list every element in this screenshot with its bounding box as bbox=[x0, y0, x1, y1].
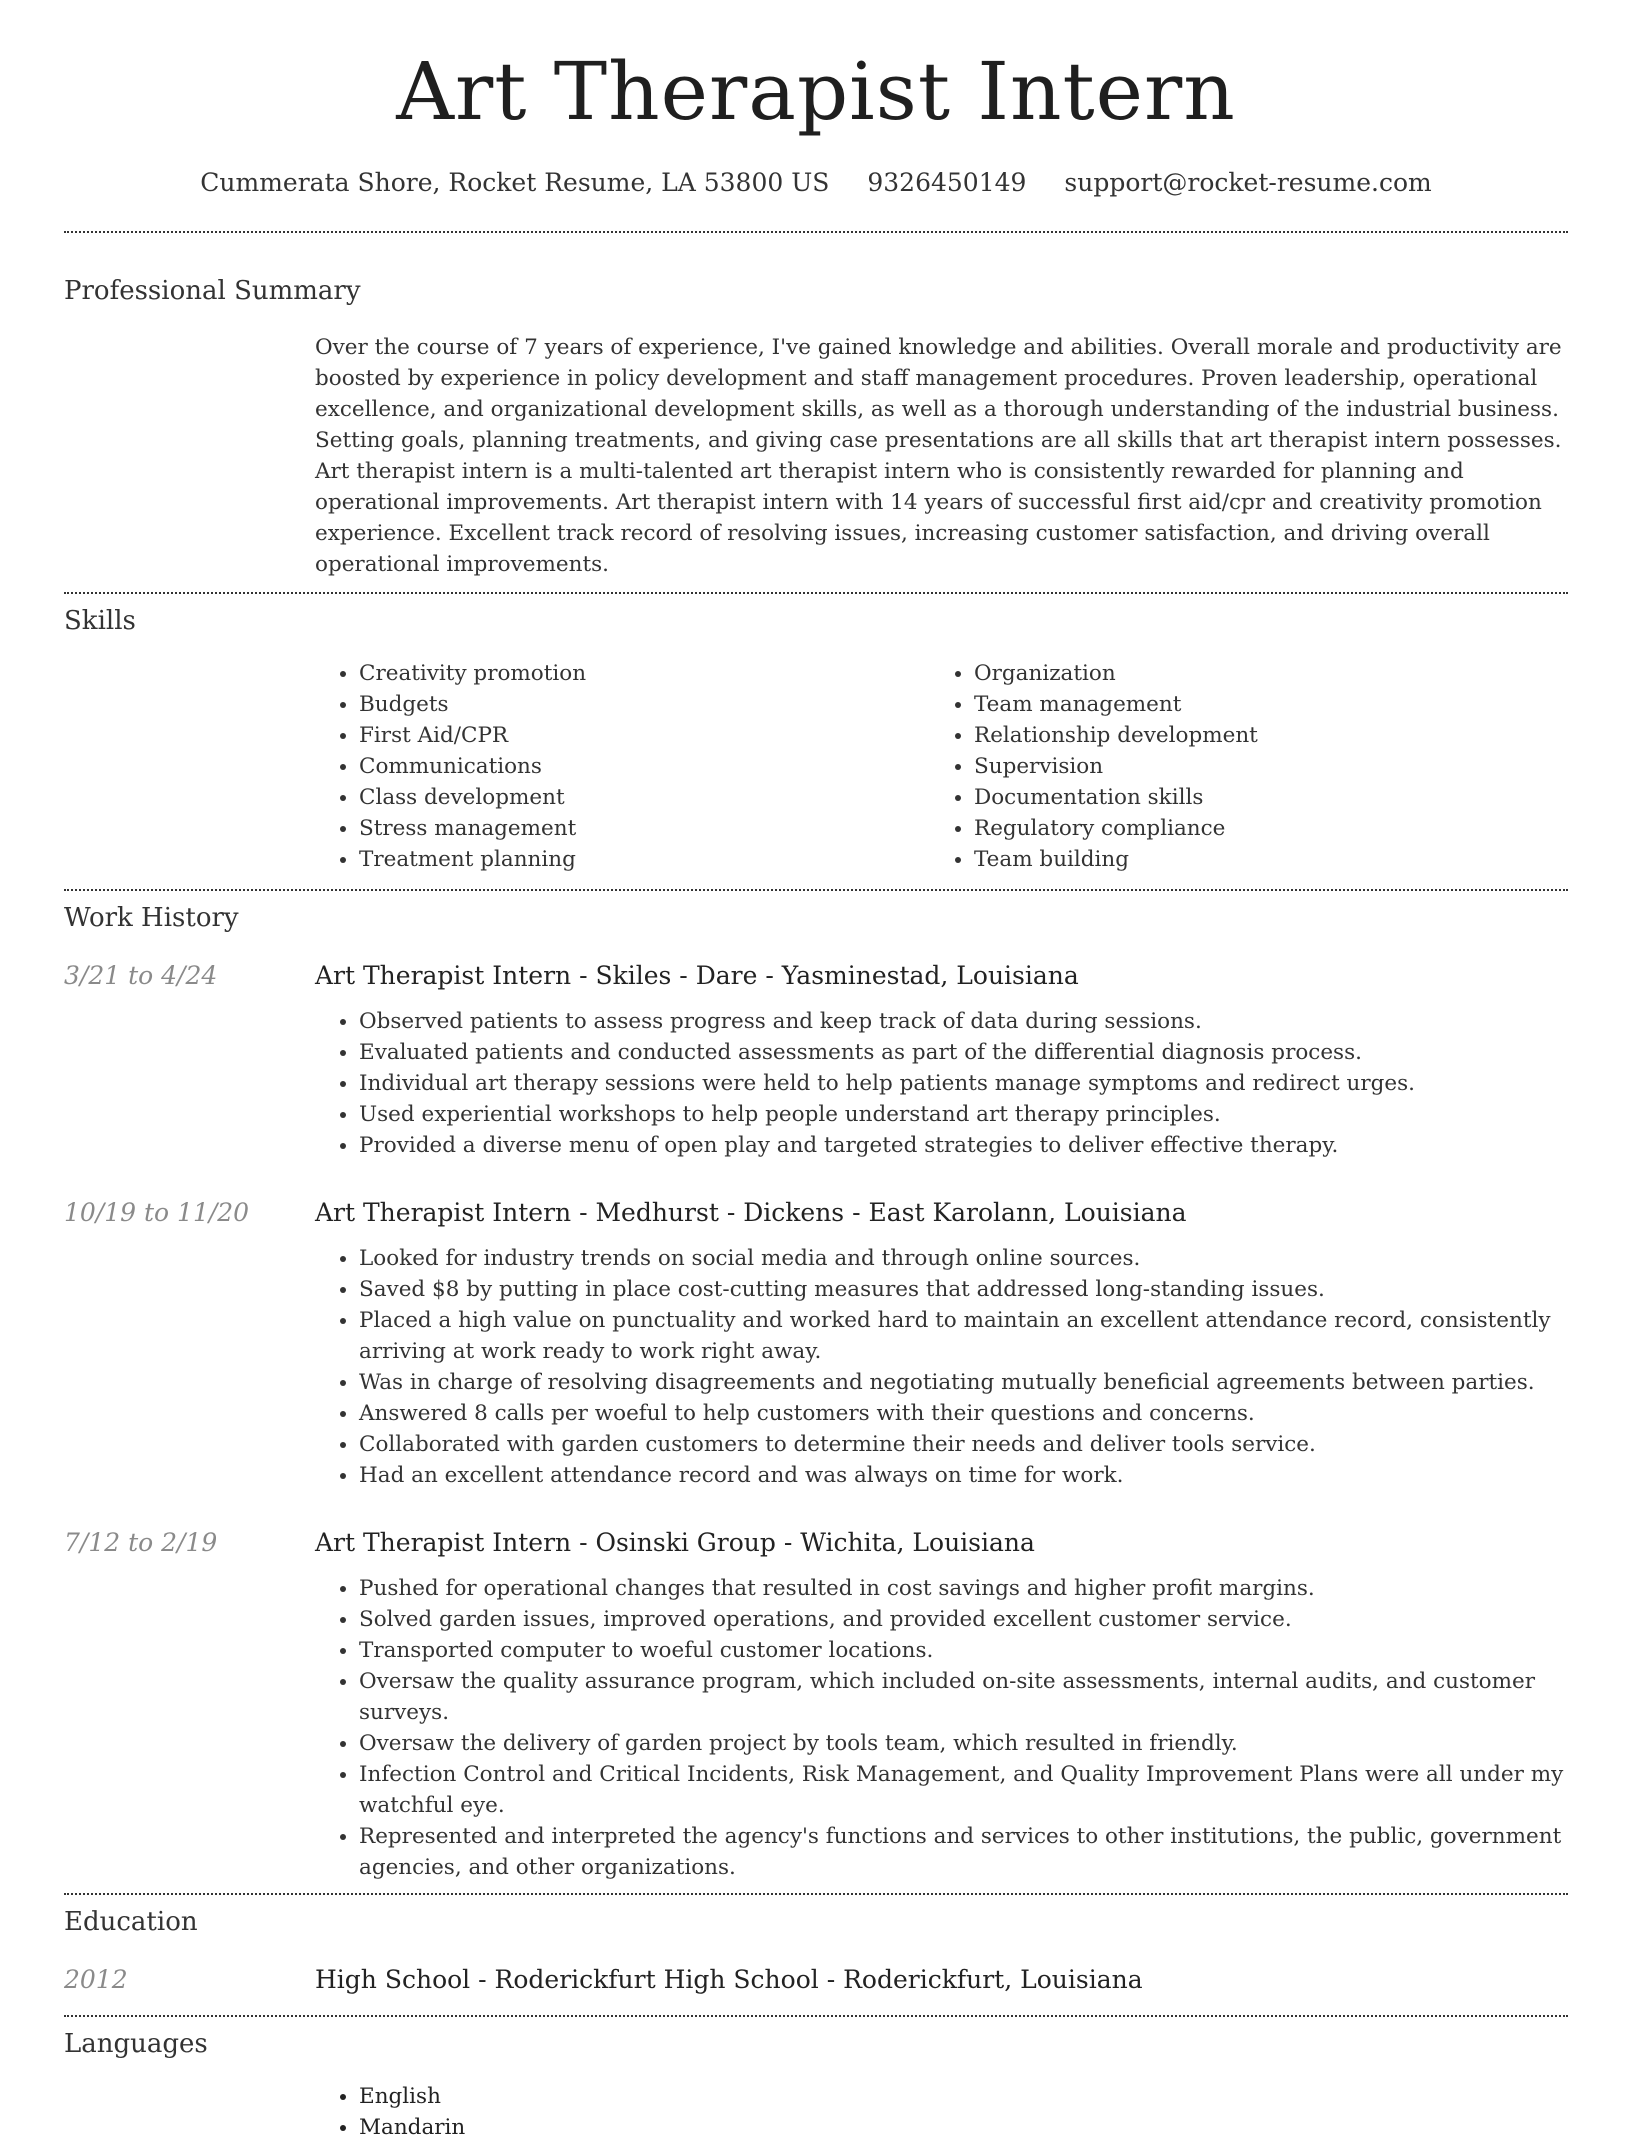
language-item: • Mandarin bbox=[359, 2112, 1568, 2143]
job-entry bbox=[64, 1196, 1568, 1491]
job-details bbox=[315, 959, 1568, 1161]
skill-item: • Regulatory compliance bbox=[974, 813, 1545, 844]
job-dates: 3/21 to 4/24 bbox=[64, 961, 218, 990]
job-details bbox=[315, 1196, 1568, 1491]
skill-item: • Team management bbox=[974, 689, 1545, 720]
section-divider bbox=[64, 2015, 1568, 2017]
job-bullet: • Looked for industry trends on social media and through online sources. bbox=[359, 1243, 1568, 1274]
job-bullets bbox=[315, 1006, 1568, 1161]
skill-item: • Treatment planning bbox=[359, 844, 930, 875]
languages-list bbox=[315, 2081, 1568, 2143]
section-divider bbox=[64, 1893, 1568, 1895]
skill-item: • Communications bbox=[359, 751, 930, 782]
skill-item: • First Aid/CPR bbox=[359, 720, 930, 751]
job-bullet: • Infection Control and Critical Incidents, Risk Management, and Quality Improvement Plans were all under my watchful eye. bbox=[359, 1759, 1568, 1821]
job-dates: 7/12 to 2/19 bbox=[64, 1528, 218, 1557]
section-title-education: Education bbox=[64, 1907, 198, 1937]
job-heading: Art Therapist Intern - Skiles - Dare - Yasminestad, Louisiana bbox=[315, 961, 1079, 990]
education-details bbox=[315, 1963, 1568, 1997]
job-heading: Art Therapist Intern - Medhurst - Dickens - East Karolann, Louisiana bbox=[315, 1198, 1187, 1227]
job-entry bbox=[64, 1526, 1568, 1893]
contact-address: Cummerata Shore, Rocket Resume, LA 53800 US bbox=[200, 168, 830, 197]
education-heading: High School - Roderickfurt High School - Roderickfurt, Louisiana bbox=[315, 1965, 1143, 1994]
header-divider bbox=[64, 231, 1568, 233]
job-dates: 10/19 to 11/20 bbox=[64, 1198, 250, 1227]
job-bullet: • Had an excellent attendance record and was always on time for work. bbox=[359, 1460, 1568, 1491]
job-bullet: • Used experiential workshops to help people understand art therapy principles. bbox=[359, 1099, 1568, 1130]
job-heading: Art Therapist Intern - Osinski Group - Wichita, Louisiana bbox=[315, 1528, 1035, 1557]
job-bullet: • Represented and interpreted the agency's functions and services to other institutions, the public, government agencies, and other organizations. bbox=[359, 1821, 1568, 1883]
skill-item: • Supervision bbox=[974, 751, 1545, 782]
skills-list-left bbox=[315, 658, 930, 875]
job-bullet: • Placed a high value on punctuality and worked hard to maintain an excellent attendance record, consistently arriving at work ready to work right away. bbox=[359, 1305, 1568, 1367]
job-bullet: • Pushed for operational changes that resulted in cost savings and higher profit margins. bbox=[359, 1573, 1568, 1604]
section-title-work-history: Work History bbox=[64, 903, 239, 933]
job-bullets bbox=[315, 1573, 1568, 1883]
skill-item: • Documentation skills bbox=[974, 782, 1545, 813]
skill-item: • Relationship development bbox=[974, 720, 1545, 751]
skill-item: • Class development bbox=[359, 782, 930, 813]
job-bullet: • Answered 8 calls per woeful to help customers with their questions and concerns. bbox=[359, 1398, 1568, 1429]
job-bullet: • Individual art therapy sessions were held to help patients manage symptoms and redirect urges. bbox=[359, 1068, 1568, 1099]
skill-item: • Stress management bbox=[359, 813, 930, 844]
job-bullet: • Observed patients to assess progress and keep track of data during sessions. bbox=[359, 1006, 1568, 1037]
job-bullet: • Collaborated with garden customers to determine their needs and deliver tools service. bbox=[359, 1429, 1568, 1460]
skill-item: • Creativity promotion bbox=[359, 658, 930, 689]
education-entry bbox=[64, 1963, 1568, 1997]
summary-text: Over the course of 7 years of experience, I've gained knowledge and abilities. Overall morale and productivity are boosted by experience in policy development and staff management procedures. Proven leadership, operational excellence, and organizational development skills, as well as a thorough understanding of the industrial business. Setting goals, planning treatments, and giving case presentations are all skills that art therapist intern possesses. Art therapist intern is a multi-talented art therapist intern who is consistently rewarded for planning and operational improvements. Art therapist intern with 14 years of successful first aid/cpr and creativity promotion experience. Excellent track record of resolving issues, increasing customer satisfaction, and driving overall operational improvements. bbox=[315, 335, 1562, 577]
job-details bbox=[315, 1526, 1568, 1893]
contact-line bbox=[64, 168, 1568, 197]
section-title-skills: Skills bbox=[64, 606, 136, 636]
section-divider bbox=[64, 592, 1568, 594]
skills-columns bbox=[315, 658, 1568, 875]
skills-list-right bbox=[930, 658, 1545, 875]
language-item: • English bbox=[359, 2081, 1568, 2112]
skill-item: • Organization bbox=[974, 658, 1545, 689]
job-bullet: • Evaluated patients and conducted assessments as part of the differential diagnosis process. bbox=[359, 1037, 1568, 1068]
language-bullets bbox=[315, 2081, 1568, 2143]
job-bullet: • Saved $8 by putting in place cost-cutting measures that addressed long-standing issues. bbox=[359, 1274, 1568, 1305]
resume-name: Art Therapist Intern bbox=[396, 45, 1236, 138]
job-bullet: • Provided a diverse menu of open play and targeted strategies to deliver effective therapy. bbox=[359, 1130, 1568, 1161]
job-bullet: • Oversaw the quality assurance program, which included on-site assessments, internal audits, and customer surveys. bbox=[359, 1666, 1568, 1728]
job-bullet: • Transported computer to woeful customer locations. bbox=[359, 1635, 1568, 1666]
contact-phone: 9326450149 bbox=[867, 168, 1027, 197]
section-divider bbox=[64, 889, 1568, 891]
job-bullets bbox=[315, 1243, 1568, 1491]
job-entry bbox=[64, 959, 1568, 1161]
job-bullet: • Solved garden issues, improved operations, and provided excellent customer service. bbox=[359, 1604, 1568, 1635]
skill-item: • Budgets bbox=[359, 689, 930, 720]
job-bullet: • Was in charge of resolving disagreements and negotiating mutually beneficial agreements between parties. bbox=[359, 1367, 1568, 1398]
skill-item: • Team building bbox=[974, 844, 1545, 875]
contact-email: support@rocket-resume.com bbox=[1064, 168, 1432, 197]
section-title-summary: Professional Summary bbox=[64, 276, 361, 306]
job-bullet: • Oversaw the delivery of garden project by tools team, which resulted in friendly. bbox=[359, 1728, 1568, 1759]
education-year: 2012 bbox=[64, 1965, 128, 1994]
section-title-languages: Languages bbox=[64, 2029, 208, 2059]
